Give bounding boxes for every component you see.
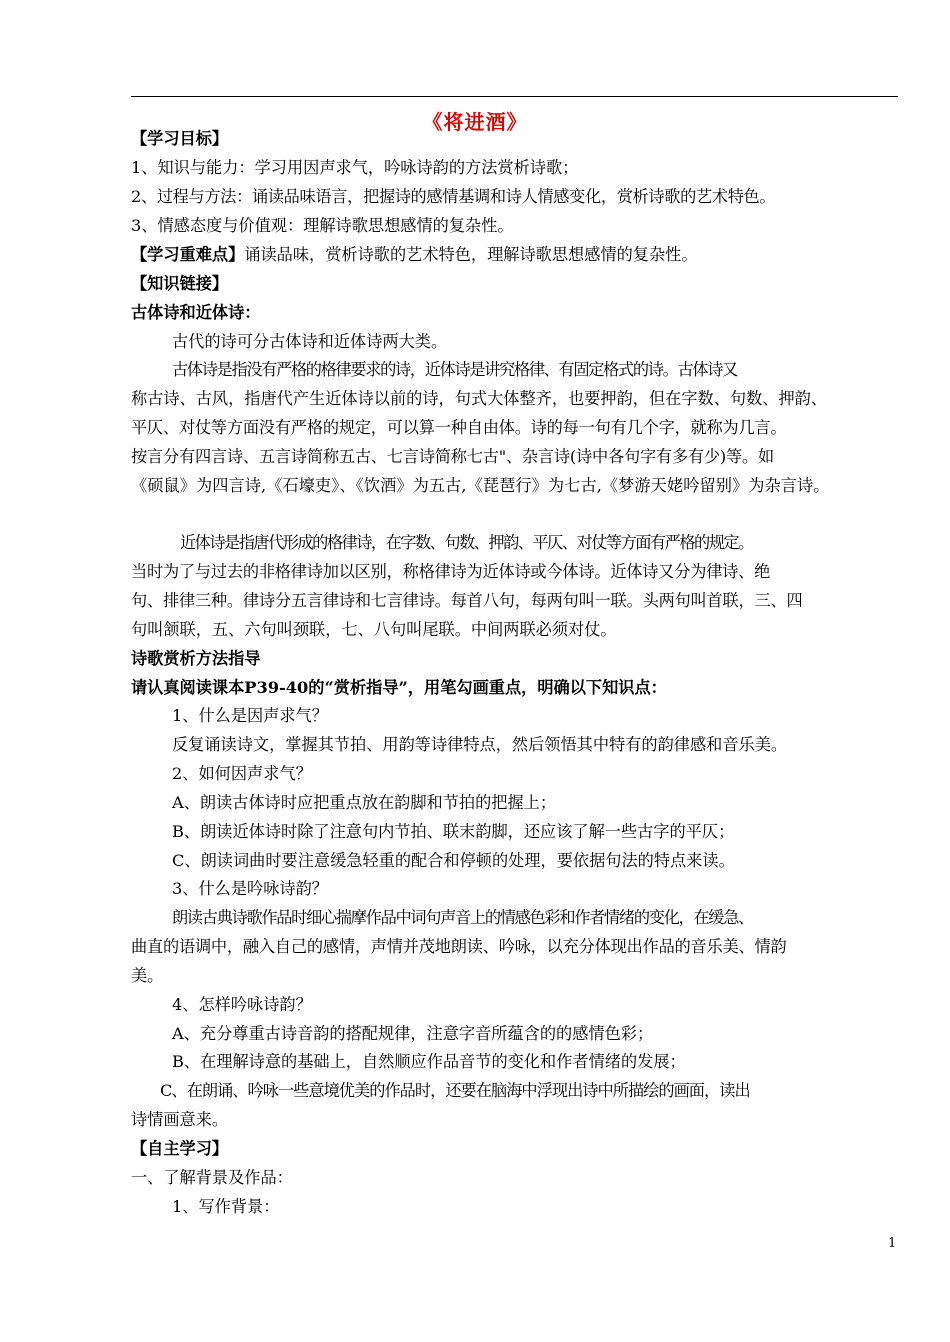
text-line: 诗情画意来。 [131, 1110, 229, 1129]
text-line: 3、情感态度与价值观：理解诗歌思想感情的复杂性。 [131, 216, 514, 235]
text-line: 古代的诗可分古体诗和近体诗两大类。 [172, 332, 448, 351]
page-number: 1 [888, 1236, 897, 1251]
text-line: 1、什么是因声求气？ [172, 706, 328, 725]
text-line: 【学习目标】 [131, 129, 229, 148]
text-line: C、朗读词曲时要注意缓急轻重的配合和停顿的处理，要依据句法的特点来读。 [172, 851, 735, 870]
text-line: 一、了解背景及作品： [131, 1168, 293, 1187]
text-line: 【自主学习】 [131, 1139, 229, 1158]
text-line: B、在理解诗意的基础上，自然顺应作品音节的变化和作者情绪的发展； [172, 1052, 686, 1071]
text-line: 4、怎样吟咏诗韵？ [172, 995, 312, 1014]
text-line: 1、知识与能力：学习用因声求气，吟咏诗韵的方法赏析诗歌； [131, 158, 579, 177]
text-line: 3、什么是吟咏诗韵？ [172, 879, 328, 898]
text-line: 句、排律三种。律诗分五言律诗和七言律诗。每首八句，每两句叫一联。头两句叫首联，三、四 [131, 591, 803, 610]
text-line: 平仄、对仗等方面没有严格的规定，可以算一种自由体。诗的每一句有几个字，就称为几言。 [131, 418, 787, 437]
text-line: 【知识链接】 [131, 274, 229, 293]
text-line: 古体诗是指没有严格的格律要求的诗，近体诗是讲究格律、有固定格式的诗。古体诗又 [172, 360, 737, 379]
text-line: 古体诗和近体诗： [131, 303, 261, 322]
header-rule [131, 96, 898, 97]
text-line: 近体诗是指唐代形成的格律诗，在字数、句数、押韵、平仄、对仗等方面有严格的规定。 [180, 533, 753, 552]
section-heading: 【学习重难点】 [131, 245, 245, 264]
text-line: 反复诵读诗文，掌握其节拍、用韵等诗律特点，然后领悟其中特有的韵律感和音乐美。 [172, 735, 788, 754]
text-line: 句叫颔联，五、六句叫颈联，七、八句叫尾联。中间两联必须对仗。 [131, 620, 617, 639]
text-line: 按言分有四言诗、五言诗简称五古、七言诗简称七古"、杂言诗(诗中各句字有多有少)等。如 [131, 447, 774, 466]
text-line: B、朗读近体诗时除了注意句内节拍、联末韵脚，还应该了解一些古字的平仄； [172, 822, 735, 841]
text-line: C、在朗诵、吟咏一些意境优美的作品时，还要在脑海中浮现出诗中所描绘的画面，读出 [160, 1081, 750, 1100]
text-line: 称古诗、古风，指唐代产生近体诗以前的诗，句式大体整齐，也要押韵，但在字数、句数、押韵、 [131, 389, 828, 408]
text-line: 当时为了与过去的非格律诗加以区别，称格律诗为近体诗或今体诗。近体诗又分为律诗、绝 [131, 562, 771, 581]
text-line: 2、过程与方法：诵读品味语言，把握诗的感情基调和诗人情感变化，赏析诗歌的艺术特色。 [131, 187, 776, 206]
text-line: 诗歌赏析方法指导 [131, 649, 261, 668]
text-line: 美。 [131, 966, 164, 985]
text-line: 《硕鼠》为四言诗,《石壕吏》、《饮酒》为五古,《琵琶行》为七古,《梦游天姥吟留别》为杂言诗。 [131, 476, 830, 495]
text-line: A、充分尊重古诗音韵的搭配规律，注意字音所蕴含的的感情色彩； [172, 1024, 654, 1043]
text-line: 曲直的语调中，融入自己的感情，声情并茂地朗读、吟咏，以充分体现出作品的音乐美、情韵 [131, 937, 787, 956]
text-line: 朗读古典诗歌作品时细心揣摩作品中词句声音上的情感色彩和作者情绪的变化，在缓急、 [172, 908, 753, 927]
text-line: 2、如何因声求气？ [172, 764, 312, 783]
text-line [131, 245, 906, 265]
text-line: 请认真阅读课本P39-40的“赏析指导”，用笔勾画重点，明确以下知识点： [131, 678, 667, 697]
document-title: 《将进酒》 [422, 110, 528, 134]
text-content: 诵读品味，赏析诗歌的艺术特色，理解诗歌思想感情的复杂性。 [244, 245, 698, 264]
text-line: A、朗读古体诗时应把重点放在韵脚和节拍的把握上； [172, 793, 557, 812]
text-line: 1、写作背景： [172, 1197, 280, 1216]
